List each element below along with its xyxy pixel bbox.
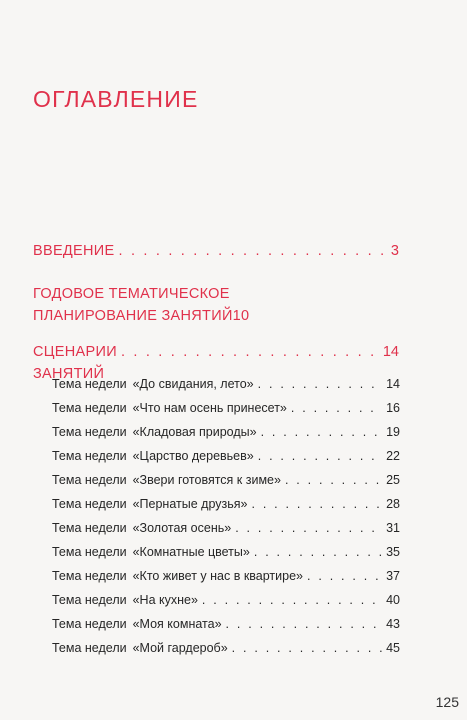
sub-entry-page: 25 bbox=[386, 473, 400, 487]
toc-entry-introduction bbox=[33, 240, 399, 262]
dot-leader bbox=[258, 447, 382, 465]
dot-leader bbox=[261, 423, 382, 441]
sub-entry-page: 37 bbox=[386, 569, 400, 583]
toc-sub-entry bbox=[52, 567, 400, 585]
sub-entry-page: 14 bbox=[386, 377, 400, 391]
dot-leader bbox=[307, 567, 382, 585]
sub-entry-prefix: Тема недели bbox=[52, 617, 127, 631]
sub-entry-prefix: Тема недели bbox=[52, 593, 127, 607]
toc-entry-label-line1: ГОДОВОЕ ТЕМАТИЧЕСКОЕ bbox=[33, 286, 230, 302]
toc-sub-entry bbox=[52, 375, 400, 393]
toc-entry-planning bbox=[33, 283, 399, 327]
sub-entry-topic: «Пернатые друзья» bbox=[132, 497, 248, 511]
dot-leader bbox=[232, 639, 382, 657]
toc-entry-page: 3 bbox=[390, 243, 399, 259]
sub-entry-page: 43 bbox=[386, 617, 400, 631]
sub-entry-page: 45 bbox=[386, 641, 400, 655]
toc-sub-entry bbox=[52, 447, 400, 465]
toc-sub-entry bbox=[52, 471, 400, 489]
dot-leader bbox=[202, 591, 382, 609]
sub-entry-page: 35 bbox=[386, 545, 400, 559]
toc-sub-entry bbox=[52, 543, 400, 561]
sub-entry-prefix: Тема недели bbox=[52, 641, 127, 655]
sub-entry-topic: «Моя комната» bbox=[132, 617, 222, 631]
sub-entry-page: 28 bbox=[386, 497, 400, 511]
toc-sub-entry bbox=[52, 423, 400, 441]
sub-entry-prefix: Тема недели bbox=[52, 401, 127, 415]
dot-leader bbox=[235, 519, 382, 537]
toc-sub-entry bbox=[52, 639, 400, 657]
toc-sub-entry bbox=[52, 399, 400, 417]
dot-leader bbox=[226, 615, 382, 633]
sub-entry-page: 31 bbox=[386, 521, 400, 535]
sub-entry-topic: «Комнатные цветы» bbox=[132, 545, 250, 559]
sub-entry-topic: «Кто живет у нас в квартире» bbox=[132, 569, 303, 583]
dot-leader bbox=[254, 543, 382, 561]
dot-leader bbox=[258, 375, 382, 393]
toc-sub-entry bbox=[52, 495, 400, 513]
sub-entry-prefix: Тема недели bbox=[52, 473, 127, 487]
toc-sub-entry bbox=[52, 591, 400, 609]
sub-entry-prefix: Тема недели bbox=[52, 497, 127, 511]
sub-entry-prefix: Тема недели bbox=[52, 569, 127, 583]
sub-entry-page: 19 bbox=[386, 425, 400, 439]
toc-entry-label: ВВЕДЕНИЕ bbox=[33, 243, 115, 259]
toc-entry-label-line2-row bbox=[33, 305, 399, 327]
toc-sub-entry bbox=[52, 519, 400, 537]
sub-entry-topic: «Что нам осень принесет» bbox=[132, 401, 287, 415]
sub-entry-topic: «До свидания, лето» bbox=[132, 377, 254, 391]
sub-entry-page: 22 bbox=[386, 449, 400, 463]
dot-leader bbox=[291, 399, 382, 417]
sub-entry-prefix: Тема недели bbox=[52, 449, 127, 463]
toc-entry-page: 10 bbox=[232, 308, 250, 324]
toc-sub-entry bbox=[52, 615, 400, 633]
sub-entry-topic: «Звери готовятся к зиме» bbox=[132, 473, 281, 487]
sub-entry-page: 40 bbox=[386, 593, 400, 607]
dot-leader bbox=[285, 471, 382, 489]
sub-entry-topic: «Кладовая природы» bbox=[132, 425, 257, 439]
sub-entry-page: 16 bbox=[386, 401, 400, 415]
dot-leader bbox=[121, 341, 379, 363]
sub-entry-topic: «Золотая осень» bbox=[132, 521, 232, 535]
sub-entry-prefix: Тема недели bbox=[52, 545, 127, 559]
sub-entry-topic: «На кухне» bbox=[132, 593, 198, 607]
toc-entry-label: СЦЕНАРИИ ЗАНЯТИЙ bbox=[33, 344, 117, 382]
toc-entry-label-line2: ПЛАНИРОВАНИЕ ЗАНЯТИЙ bbox=[33, 308, 233, 324]
toc-entry-page: 14 bbox=[382, 344, 399, 360]
dot-leader bbox=[118, 240, 386, 262]
sub-entry-prefix: Тема недели bbox=[52, 377, 127, 391]
toc-heading: ОГЛАВЛЕНИЕ bbox=[33, 86, 199, 112]
dot-leader bbox=[251, 495, 382, 513]
sub-entry-topic: «Мой гардероб» bbox=[132, 641, 228, 655]
sub-entry-prefix: Тема недели bbox=[52, 425, 127, 439]
sub-entry-topic: «Царство деревьев» bbox=[132, 449, 254, 463]
sub-entry-prefix: Тема недели bbox=[52, 521, 127, 535]
page-number: 125 bbox=[435, 694, 459, 710]
